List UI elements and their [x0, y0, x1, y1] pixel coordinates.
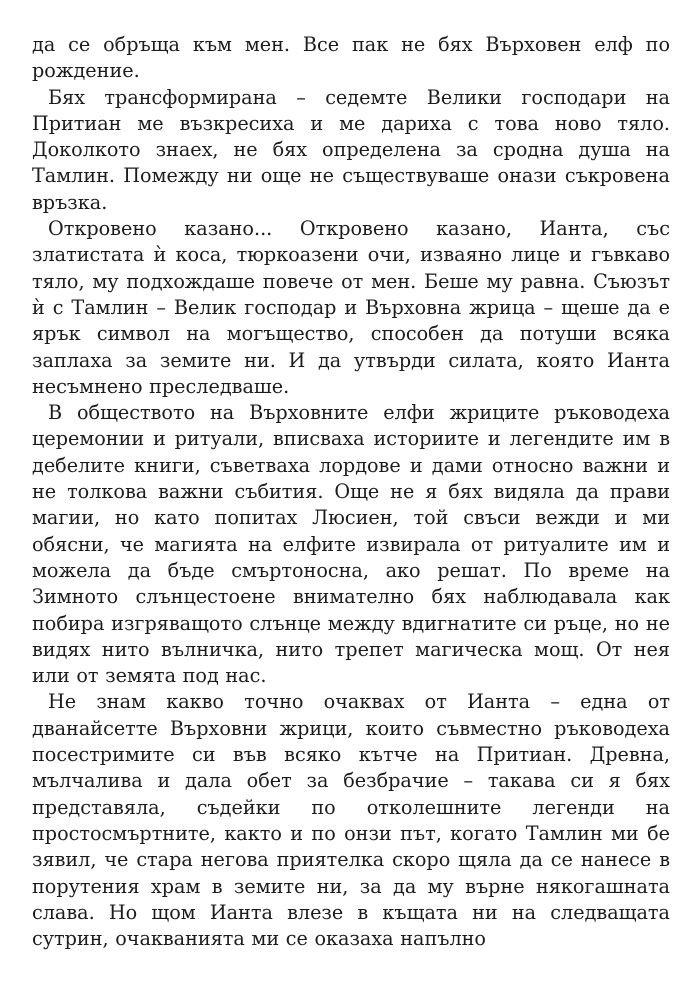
- paragraph-3: Откровено казано... Откровено казано, Ианта, със златистата ѝ коса, тюркоазени очи, изваяно лице и гъвкаво тяло, му подхождаше повече от мен. Беше му равна. Съюзът ѝ с Тамлин – Велик господар и Върховна жрица – щеше да е ярък символ на могъщество, способен да потуши всяка заплаха за земите ни. И да утвърди силата, която Ианта несъмнено преследваше.: [32, 217, 670, 398]
- paragraph-2: Бях трансформирана – седемте Велики господари на Притиан ме възкресиха и ме дариха с това ново тяло. Доколкото знаех, не бях определена за сродна душа на Тамлин. Помежду ни още не съществуваше онази съкровена връзка.: [32, 85, 670, 214]
- paragraph-4: В обществото на Върховните елфи жриците ръководеха церемонии и ритуали, вписваха историите и легендите им в дебелите книги, съветваха лордове и дами относно важни и не толкова важни събития. Още не я бях видяла да прави магии, но като попитах Люсиен, той свъси вежди и ми обясни, че магията на елфите извирала от ритуалите им и можела да бъде смъртоносна, ако решат. По време на Зимното слънцестоене внимателно бях наблюдавала как побира изгряващото слънце между вдигнатите си ръце, но не видях нито вълничка, нито трепет магическа мощ. От нея или от земята под нас.: [32, 401, 670, 688]
- paragraph-1: да се обръща към мен. Все пак не бях Върховен елф по рождение.: [32, 33, 670, 83]
- page-body: [32, 32, 670, 952]
- paragraph-5: Не знам какво точно очаквах от Ианта – една от дванайсетте Върховни жрици, които съвместно ръководеха посестримите си във всяко кътче на Притиан. Древна, мълчалива и дала обет за безбрачие – такава си я бях представяла, съдейки по отколешните легенди на простосмъртните, както и по онзи път, когато Тамлин ми бе зявил, че стара негова приятелка скоро щяла да се нанесе в порутения храм в земите ни, за да му върне някогашната слава. Но щом Ианта влезе в къщата ни на следващата сутрин, очакванията ми се оказаха напълно: [32, 690, 670, 951]
